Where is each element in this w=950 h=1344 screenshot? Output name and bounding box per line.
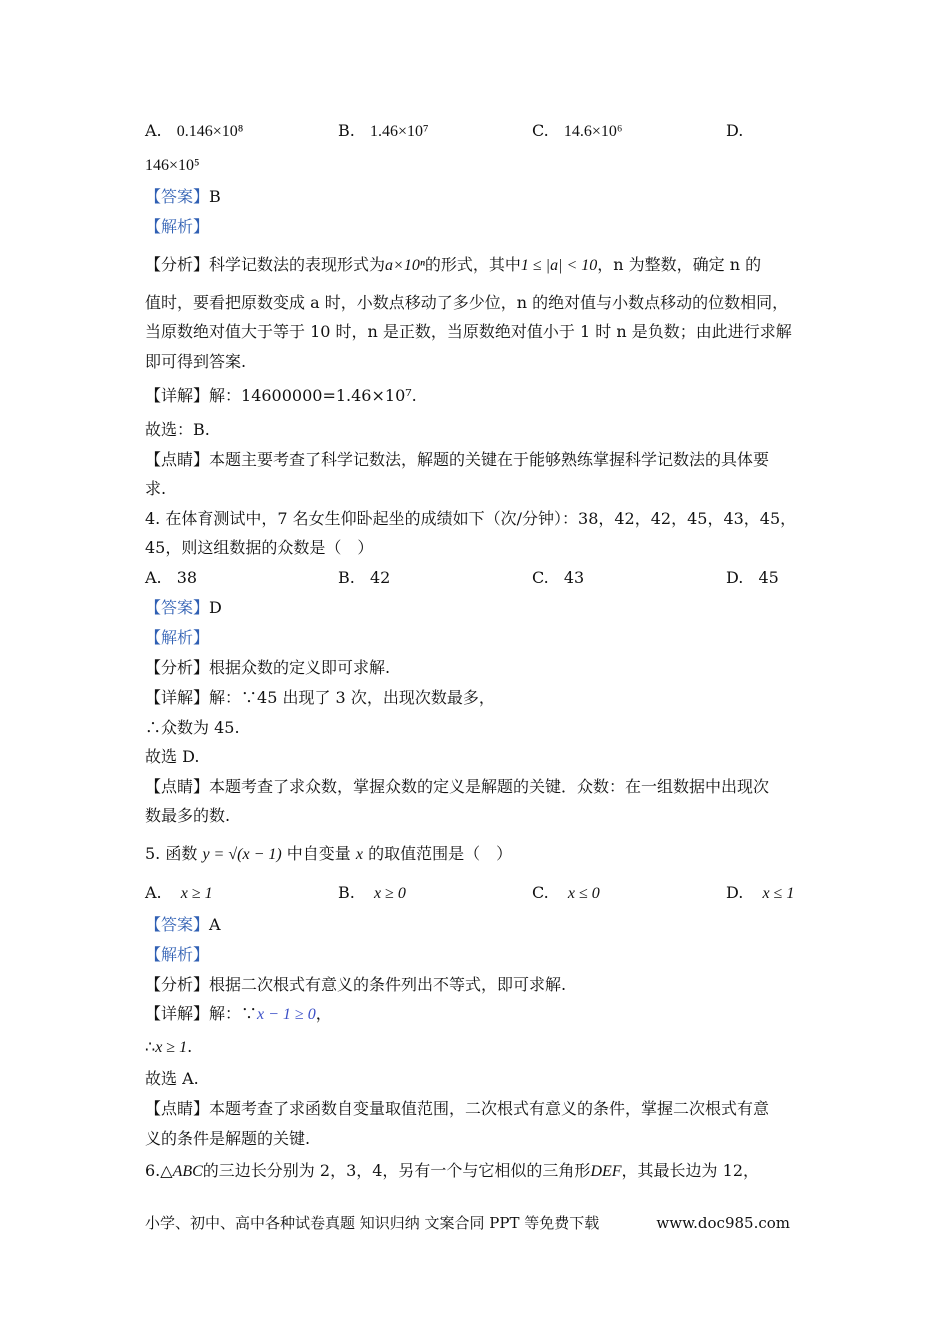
q5-option-d [726, 882, 794, 905]
page-footer [145, 1212, 790, 1234]
dianjing-tag: 【点睛】 [145, 1099, 210, 1118]
xiangjie-tag: 【详解】 [145, 1004, 210, 1023]
fenxi-text: 科学记数法的表现形式为 [209, 255, 386, 274]
option-value: x ≤ 1 [762, 885, 795, 902]
fenxi-tag: 【分析】 [145, 658, 210, 677]
q5-xiangjie-line [145, 1003, 332, 1026]
fenxi-text: 根据二次根式有意义的条件列出不等式，即可求解. [209, 975, 567, 994]
q5-fenxi-line [145, 974, 566, 996]
stem-text: 中自变量 [286, 844, 351, 863]
q4-xiangjie-line-2: ∴众数为 45. [145, 718, 240, 737]
option-value: 38 [176, 568, 198, 587]
q3-option-d-value: 146×10⁵ [145, 157, 200, 174]
q3-option-b [338, 120, 429, 143]
footer-left-text: 小学、初中、高中各种试卷真题 知识归纳 文案合同 PPT 等免费下载 [145, 1214, 600, 1232]
q4-option-d [726, 567, 779, 589]
q5-option-c [532, 882, 600, 905]
q3-option-d-label: D. [726, 121, 744, 140]
q5-dianjing-line-2: 义的条件是解题的关键. [145, 1129, 311, 1148]
q3-dianjing-line-2: 求. [145, 479, 167, 498]
stem-text: 的取值范围是（ ） [368, 844, 513, 863]
formula-y-sqrt: y = √(x − 1) [202, 846, 282, 863]
q4-option-a [145, 567, 197, 589]
stem-text: 6. [145, 1161, 161, 1180]
q5-jiexi-tag: 【解析】 [145, 945, 210, 964]
dianjing-text: 本题考查了求函数自变量取值范围，二次根式有意义的条件，掌握二次根式有意 [209, 1099, 770, 1118]
q3-fenxi-line-1 [145, 254, 761, 277]
q5-option-b [338, 882, 406, 905]
option-label: D. [726, 568, 744, 587]
q4-answer-line [145, 597, 222, 619]
therefore-symbol: ∴ [145, 1037, 156, 1056]
q3-option-c [532, 120, 622, 143]
option-value: 14.6×10⁶ [563, 123, 623, 140]
q6-stem [145, 1160, 759, 1183]
answer-tag: 【答案】 [145, 915, 210, 934]
answer-tag: 【答案】 [145, 598, 210, 617]
q3-xiangjie-line [145, 385, 417, 407]
option-label: A. [145, 121, 162, 140]
answer-tag: 【答案】 [145, 187, 210, 206]
option-label: D. [726, 883, 744, 902]
q3-jiexi-tag: 【解析】 [145, 217, 210, 236]
option-label: A. [145, 568, 162, 587]
option-value: 42 [369, 568, 391, 587]
formula-a-times-10-n: a×10ⁿ [385, 257, 425, 274]
q4-xiangjie-line-1 [145, 687, 495, 709]
q4-dianjing-line-1 [145, 776, 769, 798]
answer-value: B [209, 187, 221, 206]
q4-option-b [338, 567, 390, 589]
fenxi-text: 根据众数的定义即可求解. [209, 658, 391, 677]
xiangjie-text: 解：∵ [209, 1004, 258, 1023]
q5-stem [145, 843, 512, 866]
q4-stem-line-2: 45，则这组数据的众数是（ ） [145, 538, 374, 557]
xiangjie-text: 解：14600000=1.46×10⁷. [209, 386, 417, 405]
q3-fenxi-line-3: 当原数绝对值大于等于 10 时，n 是正数，当原数绝对值小于 1 时 n 是负数；由此进行求解 [145, 322, 792, 341]
answer-value: A [209, 915, 221, 934]
q3-answer-line [145, 186, 221, 208]
dianjing-tag: 【点睛】 [145, 450, 210, 469]
xiangjie-tag: 【详解】 [145, 688, 210, 707]
stem-text: 的三边长分别为 2，3，4，另有一个与它相似的三角形 [202, 1161, 591, 1180]
q4-stem-line-1: 4. 在体育测试中，7 名女生仰卧起坐的成绩如下（次/分钟）：38，42，42，45，43，45， [145, 509, 797, 528]
q4-fenxi-line [145, 657, 390, 679]
q5-therefore-line [145, 1036, 192, 1059]
stem-text: 5. 函数 [145, 844, 198, 863]
option-label: C. [532, 568, 549, 587]
option-value: 1.46×10⁷ [369, 123, 429, 140]
option-value: x ≥ 1 [180, 885, 213, 902]
q3-fenxi-line-2: 值时，要看把原数变成 a 时，小数点移动了多少位，n 的绝对值与小数点移动的位数相同， [145, 293, 789, 312]
formula-def: DEF [590, 1163, 622, 1180]
option-value: x ≤ 0 [567, 885, 600, 902]
option-label: B. [338, 121, 355, 140]
q5-answer-line [145, 914, 221, 936]
stem-text: ，其最长边为 12， [621, 1161, 759, 1180]
fenxi-text: ，n 为整数，确定 n 的 [597, 255, 762, 274]
q3-fenxi-line-4: 即可得到答案. [145, 352, 247, 371]
formula-x-ge-1: x ≥ 1 [155, 1039, 188, 1056]
q5-option-a [145, 882, 213, 905]
option-label: B. [338, 883, 355, 902]
q3-option-a [145, 120, 243, 143]
q3-guxuan: 故选：B. [145, 420, 210, 439]
option-label: C. [532, 883, 549, 902]
option-value: 45 [758, 568, 779, 587]
q5-guxuan: 故选 A. [145, 1069, 199, 1088]
dianjing-text: 本题主要考查了科学记数法，解题的关键在于能够熟练掌握科学记数法的具体要 [209, 450, 770, 469]
option-label: C. [532, 121, 549, 140]
q5-dianjing-line-1 [145, 1098, 769, 1120]
dianjing-text: 本题考查了求众数，掌握众数的定义是解题的关键．众数：在一组数据中出现次 [209, 777, 770, 796]
formula-x: x [355, 846, 363, 863]
xiangjie-text: 解：∵45 出现了 3 次，出现次数最多， [209, 688, 495, 707]
q4-jiexi-tag: 【解析】 [145, 628, 210, 647]
fenxi-tag: 【分析】 [145, 255, 210, 274]
option-label: A. [145, 883, 162, 902]
option-value: 0.146×10⁸ [176, 123, 244, 140]
fenxi-text: 的形式，其中 [424, 255, 521, 274]
formula-triangle-abc: △ABC [160, 1163, 203, 1180]
q4-dianjing-line-2: 数最多的数. [145, 806, 231, 825]
period: . [187, 1037, 193, 1056]
footer-website: www.doc985.com [656, 1214, 790, 1232]
answer-value: D [209, 598, 222, 617]
fenxi-tag: 【分析】 [145, 975, 210, 994]
q4-guxuan: 故选 D. [145, 747, 200, 766]
option-value: 43 [563, 568, 585, 587]
q4-option-c [532, 567, 584, 589]
formula-range-a: 1 ≤ |a| < 10 [520, 257, 598, 274]
dianjing-tag: 【点睛】 [145, 777, 210, 796]
formula-x-minus-1-ge-0: x − 1 ≥ 0 [257, 1006, 316, 1023]
option-label: B. [338, 568, 355, 587]
xiangjie-text: ， [315, 1004, 332, 1023]
option-value: x ≥ 0 [373, 885, 406, 902]
q3-dianjing-line-1 [145, 449, 769, 471]
xiangjie-tag: 【详解】 [145, 386, 210, 405]
